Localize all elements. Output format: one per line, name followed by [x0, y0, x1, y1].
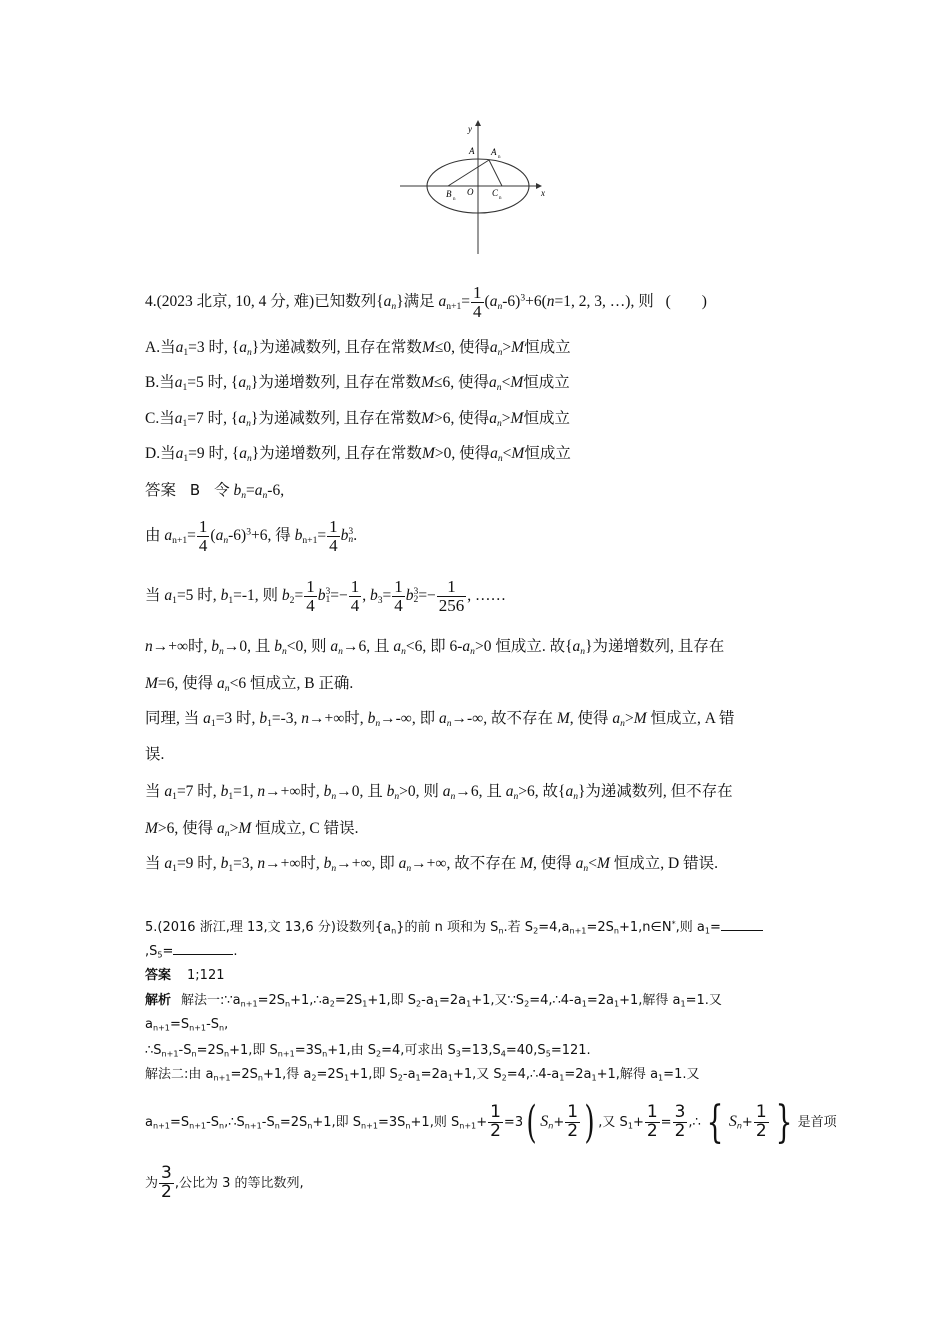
label-bn-sub: n	[453, 197, 456, 202]
answer-choice: B	[189, 481, 201, 499]
label-bn: B	[446, 189, 452, 199]
answer-label: 答案	[145, 968, 172, 983]
q5-solution-line-2: $a_{n+1}=S_{n+1}-S_n$,	[145, 1017, 229, 1033]
q4-number: 4.	[145, 292, 157, 310]
q5-solution-line-1: 解析 解法一$:\because a_{n+1}=2S_n+1,\therefore a_2=2S_1+1$,即 $S_2-a_1=2a_1+1$,又$\because S_2=4,\therefore 4-a_1=2a_1+1$,解得 $a_1=1$.又	[145, 993, 722, 1009]
q5-solution-line-4: 解法二:由 $a_{n+1}=2S_n+1$,得 $a_2=2S_1+1$,即 $S_2-a_1=2a_1+1$,又 $S_2=4,\therefore 4-a_1=2a_1+1$,解得 $a_1=1$.又	[145, 1067, 700, 1083]
answer-label: 答案	[145, 482, 177, 499]
label-an-sub: n	[498, 155, 501, 160]
label-a: A	[469, 146, 475, 156]
y-axis-arrow-icon	[475, 120, 481, 126]
label-y: y	[468, 124, 472, 134]
q4-option-b: B.当$a_1=5$ 时, $\{a_n\}$为递增数列, 且存在常数M≤6, 使得$a_n<M$恒成立	[145, 374, 570, 393]
q4-solution-line-3: 当 $a_1=5$ 时, $b_1=-1$, 则 $b_2=$ $\frac{1}{4}$ b 3 1 =− $\frac{1}{4}$ , $b_3=$ $\frac{1}{4}$ b 3 2 =− $\frac{1}{256}$ , ……	[145, 577, 507, 615]
answer-bracket: ( )	[665, 292, 707, 310]
q4-solution-line-5: M=6, 使得 $a_n<6$ 恒成立, B 正确.	[145, 675, 354, 694]
q5-solution-line-6: 为 $\frac{3}{2}$ ,公比为 3 的等比数列,	[145, 1163, 304, 1202]
solution-label: 解析	[145, 993, 172, 1008]
q5-answer	[145, 965, 224, 987]
label-cn-sub: n	[499, 196, 502, 201]
q5-stem-line-2: $,S_5=$ .	[145, 941, 238, 963]
q4-solution-line-4: n→+∞时, $b_n\to 0$, 且 $b_n<0$, 则 $a_n\to 6$, 且 $a_n<6$, 即 $6-a_n>0$ 恒成立. 故$\{a_n\}$为递增数列, 且存在	[145, 638, 725, 657]
label-cn: C	[492, 188, 499, 198]
q4-solution-line-6: 同理, 当 $a_1=3$ 时, $b_1=-3$, n→+∞时, $b_n\to-\infty$, 即 $a_n\to-\infty$, 故不存在 M, 使得 $a_n>M$ 恒成立, A 错	[145, 710, 735, 729]
answer-value: 1;121	[187, 968, 225, 983]
blank-s5[interactable]	[173, 941, 233, 955]
q4-option-d: D.当$a_1=9$ 时, $\{a_n\}$为递增数列, 且存在常数M>0, 使得$a_n<M$恒成立	[145, 445, 571, 464]
ellipse-figure	[398, 118, 558, 258]
q4-solution-line-7: 误.	[145, 746, 165, 763]
q4-solution-line-2: 由 $a_{n+1}=$ $\frac{1}{4}$ $(a_n-6)^3+6$, 得 $b_{n+1}=$ $\frac{1}{4}$ b 3 n .	[145, 517, 358, 555]
q4-solution-line-8: 当 $a_1=7$ 时, $b_1=1$, n→+∞时, $b_n\to 0$, 且 $b_n>0$, 则 $a_n\to 6$, 且 $a_n>6$, 故$\{a_n\}$为递减数列, 但不存在	[145, 783, 733, 802]
blank-a1[interactable]	[721, 917, 763, 931]
q4-option-a: A.当$a_1=3$ 时, $\{a_n\}$为递减数列, 且存在常数M≤0, 使得$a_n>M$恒成立	[145, 339, 571, 358]
frac-quarter: $\frac{1}{4}$	[473, 283, 482, 321]
label-an: A	[491, 147, 497, 157]
q4-solution-line-9: M>6, 使得 $a_n>M$ 恒成立, C 错误.	[145, 820, 359, 839]
q5-stem-line-1: 5.(2016 浙江,理 13,文 13,6 分)设数列$\{a_n\}$的前 n 项和为 $S_n$.若 $S_2=4,a_{n+1}=2S_n+1,n\in N^*$,则 $a_1=$	[145, 917, 763, 939]
segment-an-cn	[489, 160, 502, 186]
q5-solution-line-5: $a_{n+1}=S_{n+1}-S_n,\therefore S_{n+1}-S_n=2S_n+1$,即 $S_{n+1}=3S_n+1$,则 $S_{n+1}+$ $\frac{1}{2}$ =3( $S_n+$ $\frac{1}{2}$ ) ,又 $S_1+$ $\frac{1}{2}$ = $\frac{3}{2}$ ,∴ { $S_n+$ $\frac{1}{2}$ } 是首项	[145, 1096, 837, 1148]
q4-stem: 4.(2023 北京, 10, 4 分, 难)已知数列$\{a_n\}$满足 $a_{n+1}=$ $\frac{1}{4}$ $(a_n-6)^3+6(n=1$, 2, 3, …), 则 ( )	[145, 283, 707, 321]
q5-solution-line-3: $\therefore S_{n+1}-S_n=2S_n+1$,即 $S_{n+1}=3S_n+1$,由 $S_2=4$,可求出 $S_3=13,S_4=40,S_5=121$.	[145, 1043, 591, 1059]
q4-answer: 答案 B 令 $b_n=a_n-6$,	[145, 481, 285, 501]
segment-bn-an	[448, 160, 489, 186]
label-x: x	[541, 188, 545, 198]
q4-solution-line-10: 当 $a_1=9$ 时, $b_1=3$, n→+∞时, $b_n\to+\infty$, 即 $a_n\to+\infty$, 故不存在 M, 使得 $a_n<M$ 恒成立, D 错误.	[145, 855, 718, 874]
q4-option-c: C.当$a_1=7$ 时, $\{a_n\}$为递减数列, 且存在常数M>6, 使得$a_n>M$恒成立	[145, 410, 570, 429]
label-o: O	[467, 187, 474, 197]
